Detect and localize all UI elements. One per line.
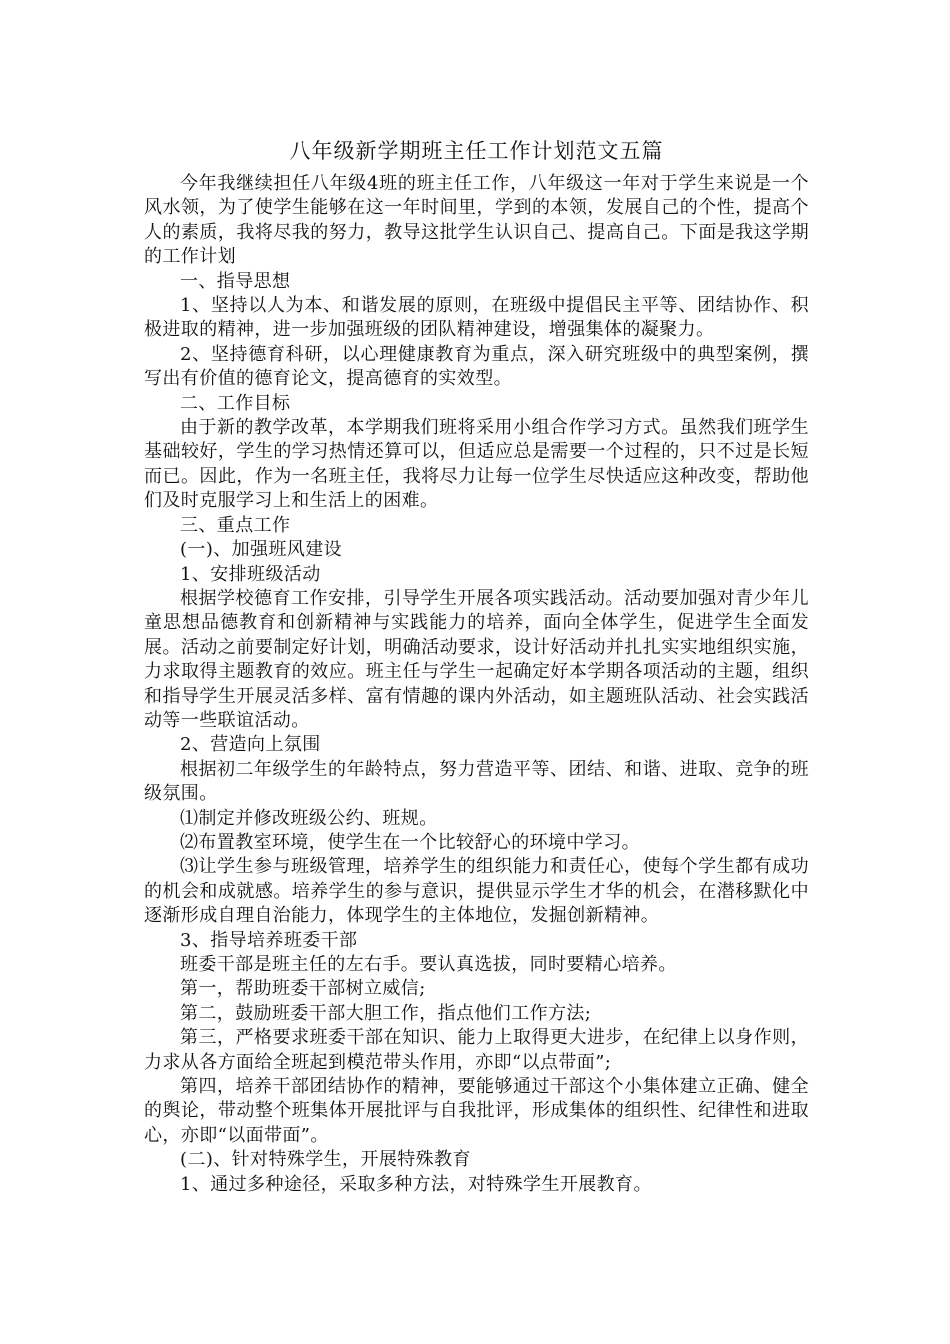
- subsection-heading: 2、营造向上氛围: [180, 734, 321, 756]
- paragraph-item: ⑶让学生参与班级管理，培养学生的组织能力和责任心，使每个学生都有成功的机会和成就感。培养学生的参与意识，提供显示学生才华的机会，在潜移默化中逐渐形成自理自治能力，体现学生的主体地位，发掘创新精神。: [144, 856, 809, 927]
- paragraph-text: 根据初二年级学生的年龄特点，努力营造平等、团结、和谐、进取、竞争的班级氛围。: [144, 758, 809, 805]
- section-heading-guiding-thought: 一、指导思想: [180, 270, 291, 292]
- paragraph-item: 1、坚持以人为本、和谐发展的原则，在班级中提倡民主平等、团结协作、积极进取的精神，进一步加强班级的团队精神建设，增强集体的凝聚力。: [144, 295, 809, 341]
- section-heading-key-work: 三、重点工作: [180, 514, 291, 536]
- paragraph-item: 1、通过多种途径，采取多种方法，对特殊学生开展教育。: [180, 1173, 652, 1195]
- paragraph-item: 2、坚持德育科研，以心理健康教育为重点，深入研究班级中的典型案例，撰写出有价值的德育论文，提高德育的实效型。: [144, 343, 809, 390]
- paragraph-item: 第四，培养干部团结协作的精神，要能够通过干部这个小集体建立正确、健全的舆论，带动整个班集体开展批评与自我批评，形成集体的组织性、纪律性和进取心，亦即“以面带面”。: [144, 1076, 809, 1146]
- subsection-heading: 3、指导培养班委干部: [180, 929, 358, 951]
- paragraph-intro: 今年我继续担任八年级4班的班主任工作，八年级这一年对于学生来说是一个风水领，为了使学生能够在这一年时间里，学到的本领，发展自己的个性，提高个人的素质，我将尽我的努力，教导这批学生认识自己、提高自己。下面是我这学期的工作计划: [144, 173, 809, 268]
- paragraph-item: ⑴制定并修改班级公约、班规。: [180, 807, 438, 829]
- paragraph-item: ⑵布置教室环境，使学生在一个比较舒心的环境中学习。: [180, 831, 640, 853]
- paragraph-item: 第一，帮助班委干部树立威信;: [180, 978, 426, 1000]
- document-body: [144, 134, 809, 1197]
- paragraph-item: 第二，鼓励班委干部大胆工作，指点他们工作方法;: [180, 1002, 592, 1024]
- paragraph-item: 第三，严格要求班委干部在知识、能力上取得更大进步，在纪律上以身作则，力求从各方面给全班起到模范带头作用，亦即“以点带面”;: [144, 1027, 809, 1073]
- subsection-heading: (二)、针对特殊学生，开展特殊教育: [180, 1149, 471, 1171]
- section-heading-work-goals: 二、工作目标: [180, 392, 291, 414]
- subsection-heading: 1、安排班级活动: [180, 563, 321, 585]
- document-title: 八年级新学期班主任工作计划范文五篇: [289, 139, 664, 163]
- subsection-heading: (一)、加强班风建设: [180, 539, 343, 561]
- paragraph-text: 根据学校德育工作安排，引导学生开展各项实践活动。活动要加强对青少年儿童思想品德教育和创新精神与实践能力的培养，面向全体学生，促进学生全面发展。活动之前要制定好计划，明确活动要求，设计好活动并扎扎实实地组织实施，力求取得主题教育的效应。班主任与学生一起确定好本学期各项活动的主题，组织和指导学生开展灵活多样、富有情趣的课内外活动，如主题班队活动、社会实践活动等一些联谊活动。: [144, 587, 809, 731]
- paragraph-text: 班委干部是班主任的左右手。要认真选拔，同时要精心培养。: [180, 954, 677, 975]
- paragraph-text: 由于新的教学改革，本学期我们班将采用小组合作学习方式。虽然我们班学生基础较好，学生的学习热情还算可以，但适应总是需要一个过程的，只不过是长短而已。因此，作为一名班主任，我将尽力让每一位学生尽快适应这种改变，帮助他们及时克服学习上和生活上的困难。: [144, 417, 809, 512]
